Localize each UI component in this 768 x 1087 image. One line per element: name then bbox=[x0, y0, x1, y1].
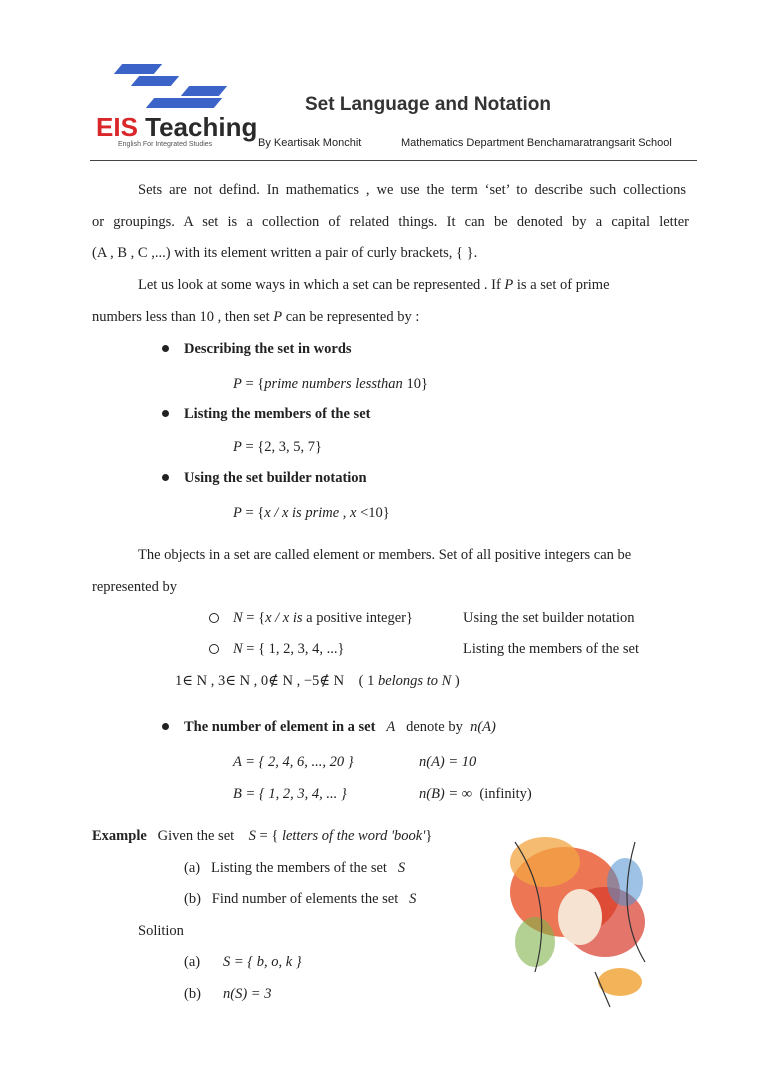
text: n(B) = ∞ bbox=[419, 786, 473, 802]
method-formula bbox=[233, 438, 322, 456]
bullet-icon bbox=[162, 723, 169, 730]
logo-stripe bbox=[181, 86, 227, 96]
decorative-artwork bbox=[495, 822, 665, 1012]
bullet-icon bbox=[162, 474, 169, 481]
art-blob bbox=[607, 858, 643, 906]
naturals-desc: Using the set builder notation bbox=[463, 610, 635, 626]
logo-brand-eis: EIS bbox=[96, 112, 138, 142]
text: Given the set bbox=[157, 828, 235, 844]
method-formula bbox=[233, 375, 428, 393]
text: Listing the members of the set bbox=[210, 860, 387, 876]
task-b bbox=[184, 890, 416, 908]
var: A bbox=[386, 719, 396, 735]
text: ) bbox=[451, 673, 460, 689]
text: ( 1 bbox=[358, 673, 378, 689]
var: S bbox=[397, 860, 406, 876]
task-a bbox=[184, 859, 405, 877]
text: Find number of elements the set bbox=[211, 891, 399, 907]
header-divider bbox=[90, 160, 697, 161]
text: (infinity) bbox=[479, 786, 532, 802]
method-heading: Listing the members of the set bbox=[184, 406, 371, 422]
method-heading: Using the set builder notation bbox=[184, 470, 367, 486]
var: P bbox=[273, 309, 283, 325]
text: = { bbox=[241, 505, 265, 521]
intro-line-4 bbox=[138, 276, 610, 294]
method-formula bbox=[233, 504, 390, 522]
var: P bbox=[504, 277, 514, 293]
text: n(A) bbox=[470, 719, 496, 735]
var: P bbox=[233, 376, 242, 392]
bullet-icon bbox=[162, 345, 169, 352]
solution-label: Solition bbox=[138, 923, 184, 939]
var: N bbox=[233, 641, 243, 657]
art-blob bbox=[510, 837, 580, 887]
intro-line-3: (A , B , C ,...) with its element written a pair of curly brackets, { }. bbox=[92, 245, 478, 261]
page-title: Set Language and Notation bbox=[305, 94, 551, 115]
text: numbers less than 10 , then set bbox=[92, 309, 274, 325]
text: a positive integer} bbox=[302, 610, 413, 626]
method-heading: Describing the set in words bbox=[184, 341, 352, 357]
text: = { bbox=[242, 610, 266, 626]
count-a: n(A) = 10 bbox=[419, 754, 477, 770]
art-blob bbox=[515, 917, 555, 967]
para2-line-2: represented by bbox=[92, 579, 177, 595]
text: x / x is bbox=[265, 610, 303, 626]
text: = { bbox=[255, 828, 282, 844]
bullet-icon bbox=[162, 410, 169, 417]
set-a: A = { 2, 4, 6, ..., 20 } bbox=[233, 754, 354, 770]
answer-b-label: (b) bbox=[184, 986, 201, 1002]
text: belongs to N bbox=[377, 673, 452, 689]
logo-stripe bbox=[174, 98, 222, 108]
var: S bbox=[409, 891, 417, 907]
example-label: Example bbox=[92, 828, 147, 844]
text: <10} bbox=[356, 505, 390, 521]
var: P bbox=[233, 505, 242, 521]
text: } bbox=[425, 828, 433, 844]
intro-line-1: Sets are not defind. In mathematics , we use the term ‘set’ to describe such collections bbox=[138, 182, 686, 198]
text: letters of the word 'book' bbox=[281, 828, 426, 844]
text: is a set of prime bbox=[513, 277, 610, 293]
circle-bullet-icon bbox=[209, 644, 219, 654]
logo-stripe bbox=[131, 76, 179, 86]
text: prime numbers lessthan bbox=[264, 376, 403, 392]
logo-brand-teaching: Teaching bbox=[137, 112, 258, 142]
logo-stripe bbox=[114, 64, 162, 74]
heading: The number of element in a set bbox=[184, 719, 376, 735]
text: x / x is prime , x bbox=[264, 505, 357, 521]
para2-line-1: The objects in a set are called element or members. Set of all positive integers can be bbox=[138, 547, 632, 563]
circle-bullet-icon bbox=[209, 613, 219, 623]
label: (b) bbox=[184, 891, 201, 907]
example-line bbox=[92, 827, 432, 845]
answer-a-label: (a) bbox=[184, 954, 201, 970]
art-face bbox=[558, 889, 602, 945]
text: = { 1, 2, 3, 4, ...} bbox=[242, 641, 345, 657]
intro-line-5 bbox=[92, 308, 419, 326]
art-blob bbox=[598, 968, 642, 996]
text: = {2, 3, 5, 7} bbox=[241, 439, 322, 455]
author: By Keartisak Monchit bbox=[258, 137, 362, 149]
department: Mathematics Department Benchamaratrangsarit School bbox=[401, 137, 672, 149]
set-b: B = { 1, 2, 3, 4, ... } bbox=[233, 786, 347, 802]
text: can be represented by : bbox=[282, 309, 420, 325]
answer-b: n(S) = 3 bbox=[223, 986, 272, 1002]
text: 1∈ N , 3∈ N , 0∉ N , −5∉ N bbox=[175, 673, 345, 689]
text: Let us look at some ways in which a set can be represented . If bbox=[138, 277, 505, 293]
text: denote by bbox=[406, 719, 463, 735]
count-b bbox=[419, 785, 532, 803]
var: P bbox=[233, 439, 242, 455]
label: (a) bbox=[184, 860, 201, 876]
var: N bbox=[233, 610, 243, 626]
answer-a: S = { b, o, k } bbox=[223, 954, 302, 970]
var: S bbox=[248, 828, 256, 844]
text: = { bbox=[241, 376, 265, 392]
membership-line bbox=[175, 672, 460, 690]
text: 10} bbox=[402, 376, 428, 392]
intro-line-2: or groupings. A set is a collection of related things. It can be denoted by a capital letter bbox=[92, 214, 689, 230]
naturals-desc: Listing the members of the set bbox=[463, 641, 639, 657]
logo-tagline: English For Integrated Studies bbox=[118, 141, 213, 148]
